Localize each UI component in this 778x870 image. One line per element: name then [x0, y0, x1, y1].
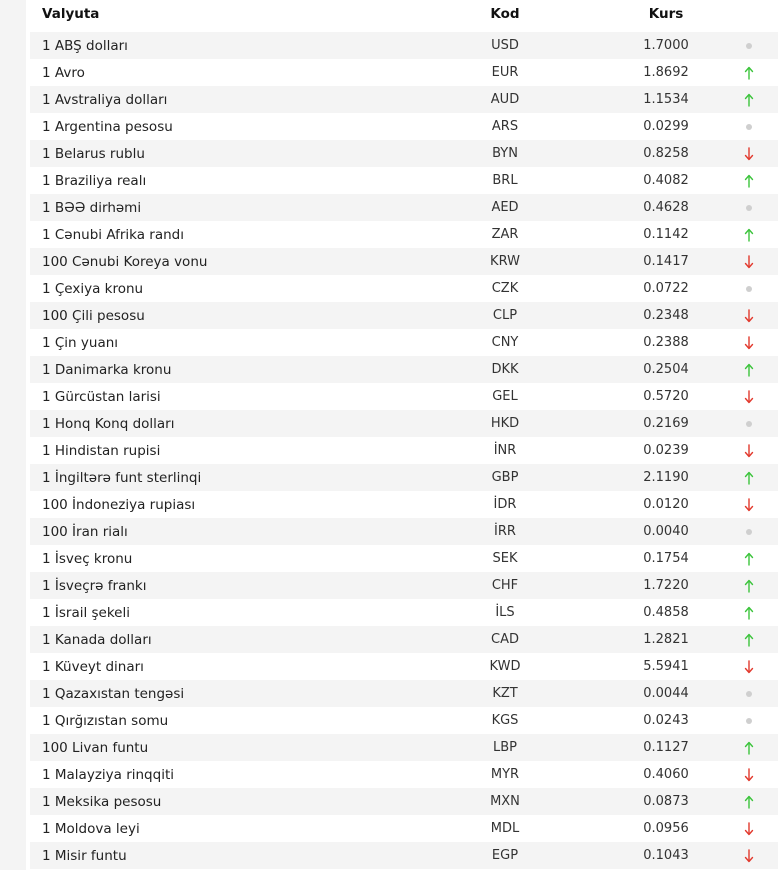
- table-row: [30, 194, 778, 221]
- arrow-down-icon: [744, 821, 754, 837]
- table-row: [30, 383, 778, 410]
- currency-rate: 2.1190: [643, 470, 689, 485]
- currency-code: CZK: [491, 281, 519, 296]
- unchanged-dot-icon: [746, 718, 752, 724]
- currency-name: 1 Malayziya rinqqiti: [42, 766, 174, 783]
- table-row: [30, 221, 778, 248]
- trend-indicator: [730, 491, 768, 518]
- currency-name: 1 Hindistan rupisi: [42, 442, 161, 459]
- table-body: [30, 32, 778, 869]
- currency-code: GEL: [492, 389, 518, 404]
- currency-name: 1 Qazaxıstan tengəsi: [42, 685, 185, 702]
- currency-name: 1 Danimarka kronu: [42, 361, 172, 378]
- currency-name: 1 Çexiya kronu: [42, 280, 144, 297]
- trend-indicator: [730, 275, 768, 302]
- currency-code: MXN: [490, 794, 520, 809]
- table-row: [30, 140, 778, 167]
- left-gutter: [0, 0, 26, 870]
- trend-indicator: [730, 302, 768, 329]
- trend-indicator: [730, 32, 768, 59]
- trend-indicator: [730, 761, 768, 788]
- currency-name: 1 Misir funtu: [42, 847, 127, 864]
- currency-rate: 0.4858: [643, 605, 689, 620]
- arrow-up-icon: [744, 173, 754, 189]
- table-row: [30, 437, 778, 464]
- trend-indicator: [730, 572, 768, 599]
- table-row: [30, 707, 778, 734]
- currency-code: MYR: [490, 767, 520, 782]
- currency-rate: 0.0120: [643, 497, 689, 512]
- arrow-up-icon: [744, 740, 754, 756]
- table-row: [30, 167, 778, 194]
- arrow-up-icon: [744, 605, 754, 621]
- currency-rate: 0.0239: [643, 443, 689, 458]
- arrow-up-icon: [744, 470, 754, 486]
- arrow-up-icon: [744, 227, 754, 243]
- table-row: [30, 599, 778, 626]
- currency-code: BRL: [492, 173, 518, 188]
- arrow-down-icon: [744, 254, 754, 270]
- currency-code: BYN: [492, 146, 518, 161]
- currency-code: AUD: [490, 92, 520, 107]
- currency-name: 1 Kanada dolları: [42, 631, 152, 648]
- currency-rate: 0.2348: [643, 308, 689, 323]
- currency-code: DKK: [491, 362, 519, 377]
- arrow-down-icon: [744, 443, 754, 459]
- currency-code: İDR: [493, 497, 517, 512]
- currency-rate: 0.5720: [643, 389, 689, 404]
- currency-rate: 0.0873: [643, 794, 689, 809]
- currency-name: 100 İran rialı: [42, 523, 128, 540]
- currency-code: LBP: [492, 740, 517, 755]
- table-row: [30, 329, 778, 356]
- table-header: [30, 0, 778, 32]
- currency-code: KGS: [491, 713, 519, 728]
- currency-code: İLS: [495, 605, 515, 620]
- currency-name: 100 Cənubi Koreya vonu: [42, 253, 208, 270]
- currency-code: AED: [491, 200, 519, 215]
- currency-code: KRW: [490, 254, 520, 269]
- currency-code: KZT: [492, 686, 518, 701]
- trend-indicator: [730, 221, 768, 248]
- currency-code: HKD: [490, 416, 520, 431]
- trend-indicator: [730, 410, 768, 437]
- trend-indicator: [730, 680, 768, 707]
- arrow-down-icon: [744, 848, 754, 864]
- currency-rate: 1.7000: [643, 38, 689, 53]
- currency-rate: 0.8258: [643, 146, 689, 161]
- currency-name: 1 Gürcüstan larisi: [42, 388, 161, 405]
- arrow-up-icon: [744, 794, 754, 810]
- table-row: [30, 626, 778, 653]
- currency-code: ARS: [491, 119, 519, 134]
- trend-indicator: [730, 59, 768, 86]
- unchanged-dot-icon: [746, 124, 752, 130]
- arrow-down-icon: [744, 659, 754, 675]
- currency-rates-table: [30, 0, 778, 869]
- table-row: [30, 680, 778, 707]
- currency-code: SEK: [492, 551, 518, 566]
- trend-indicator: [730, 329, 768, 356]
- table-row: [30, 842, 778, 869]
- currency-code: KWD: [489, 659, 521, 674]
- currency-name: 1 Avro: [42, 64, 85, 81]
- trend-indicator: [730, 356, 768, 383]
- table-row: [30, 32, 778, 59]
- arrow-up-icon: [744, 65, 754, 81]
- currency-name: 1 İngiltərə funt sterlinqi: [42, 469, 202, 486]
- currency-rate: 0.1127: [643, 740, 689, 755]
- trend-indicator: [730, 167, 768, 194]
- arrow-down-icon: [744, 146, 754, 162]
- table-row: [30, 302, 778, 329]
- currency-name: 1 ABŞ dolları: [42, 37, 128, 54]
- unchanged-dot-icon: [746, 691, 752, 697]
- currency-rate: 5.5941: [643, 659, 689, 674]
- table-row: [30, 59, 778, 86]
- currency-code: İRR: [494, 524, 516, 539]
- currency-code: EUR: [491, 65, 519, 80]
- currency-name: 1 Cənubi Afrika randı: [42, 226, 184, 243]
- arrow-up-icon: [744, 551, 754, 567]
- trend-indicator: [730, 194, 768, 221]
- table-row: [30, 113, 778, 140]
- unchanged-dot-icon: [746, 205, 752, 211]
- currency-name: 100 Çili pesosu: [42, 307, 145, 324]
- currency-rate: 0.0956: [643, 821, 689, 836]
- currency-rate: 0.2388: [643, 335, 689, 350]
- currency-name: 1 Meksika pesosu: [42, 793, 162, 810]
- header-code: Kod: [490, 6, 520, 22]
- trend-indicator: [730, 518, 768, 545]
- trend-indicator: [730, 599, 768, 626]
- table-row: [30, 410, 778, 437]
- arrow-down-icon: [744, 308, 754, 324]
- currency-name: 1 İsveçrə frankı: [42, 577, 147, 594]
- table-row: [30, 356, 778, 383]
- table-row: [30, 518, 778, 545]
- currency-rate: 0.4628: [643, 200, 689, 215]
- currency-code: CNY: [491, 335, 519, 350]
- currency-name: 1 Honq Konq dolları: [42, 415, 175, 432]
- table-row: [30, 761, 778, 788]
- trend-indicator: [730, 626, 768, 653]
- trend-indicator: [730, 248, 768, 275]
- currency-rate: 1.2821: [643, 632, 689, 647]
- currency-code: USD: [491, 38, 519, 53]
- currency-name: 1 Küveyt dinarı: [42, 658, 144, 675]
- currency-rate: 0.0299: [643, 119, 689, 134]
- trend-indicator: [730, 140, 768, 167]
- currency-code: EGP: [491, 848, 519, 863]
- currency-rate: 0.1142: [643, 227, 689, 242]
- table-row: [30, 464, 778, 491]
- currency-name: 100 Livan funtu: [42, 739, 149, 756]
- trend-indicator: [730, 113, 768, 140]
- trend-indicator: [730, 815, 768, 842]
- currency-name: 1 Belarus rublu: [42, 145, 145, 162]
- table-row: [30, 491, 778, 518]
- currency-rate: 0.1754: [643, 551, 689, 566]
- currency-rate: 0.2504: [643, 362, 689, 377]
- currency-code: CAD: [491, 632, 519, 647]
- currency-code: CLP: [492, 308, 518, 323]
- currency-name: 1 Qırğızıstan somu: [42, 712, 169, 729]
- currency-rate: 0.2169: [643, 416, 689, 431]
- trend-indicator: [730, 545, 768, 572]
- arrow-down-icon: [744, 389, 754, 405]
- currency-name: 1 Çin yuanı: [42, 334, 119, 351]
- unchanged-dot-icon: [746, 529, 752, 535]
- arrow-down-icon: [744, 335, 754, 351]
- arrow-up-icon: [744, 578, 754, 594]
- currency-rate: 0.0722: [643, 281, 689, 296]
- trend-indicator: [730, 788, 768, 815]
- trend-indicator: [730, 464, 768, 491]
- currency-name: 1 BƏƏ dirhəmi: [42, 199, 142, 216]
- currency-rate: 0.0243: [643, 713, 689, 728]
- table-row: [30, 572, 778, 599]
- currency-name: 1 İsveç kronu: [42, 550, 133, 567]
- arrow-up-icon: [744, 362, 754, 378]
- currency-name: 1 Avstraliya dolları: [42, 91, 168, 108]
- unchanged-dot-icon: [746, 43, 752, 49]
- currency-code: ZAR: [491, 227, 519, 242]
- currency-code: MDL: [490, 821, 520, 836]
- currency-rate: 0.1043: [643, 848, 689, 863]
- table-row: [30, 86, 778, 113]
- table-row: [30, 788, 778, 815]
- currency-name: 100 İndoneziya rupiası: [42, 496, 196, 513]
- trend-indicator: [730, 842, 768, 869]
- currency-rate: 0.0044: [643, 686, 689, 701]
- currency-name: 1 İsrail şekeli: [42, 604, 130, 621]
- arrow-down-icon: [744, 497, 754, 513]
- currency-name: 1 Argentina pesosu: [42, 118, 173, 135]
- table-row: [30, 734, 778, 761]
- trend-indicator: [730, 86, 768, 113]
- table-row: [30, 815, 778, 842]
- currency-code: GBP: [491, 470, 519, 485]
- header-currency: Valyuta: [42, 6, 100, 22]
- table-row: [30, 653, 778, 680]
- unchanged-dot-icon: [746, 421, 752, 427]
- currency-rate: 1.8692: [643, 65, 689, 80]
- trend-indicator: [730, 437, 768, 464]
- header-rate: Kurs: [648, 6, 684, 22]
- currency-code: İNR: [493, 443, 517, 458]
- trend-indicator: [730, 734, 768, 761]
- currency-rate: 0.4060: [643, 767, 689, 782]
- arrow-up-icon: [744, 632, 754, 648]
- trend-indicator: [730, 383, 768, 410]
- trend-indicator: [730, 653, 768, 680]
- currency-rate: 1.7220: [643, 578, 689, 593]
- table-row: [30, 275, 778, 302]
- currency-rate: 0.1417: [643, 254, 689, 269]
- arrow-down-icon: [744, 767, 754, 783]
- trend-indicator: [730, 707, 768, 734]
- unchanged-dot-icon: [746, 286, 752, 292]
- currency-code: CHF: [491, 578, 519, 593]
- currency-rate: 0.0040: [643, 524, 689, 539]
- table-row: [30, 545, 778, 572]
- arrow-up-icon: [744, 92, 754, 108]
- table-row: [30, 248, 778, 275]
- currency-name: 1 Moldova leyi: [42, 820, 140, 837]
- currency-rate: 1.1534: [643, 92, 689, 107]
- currency-name: 1 Braziliya realı: [42, 172, 147, 189]
- currency-rate: 0.4082: [643, 173, 689, 188]
